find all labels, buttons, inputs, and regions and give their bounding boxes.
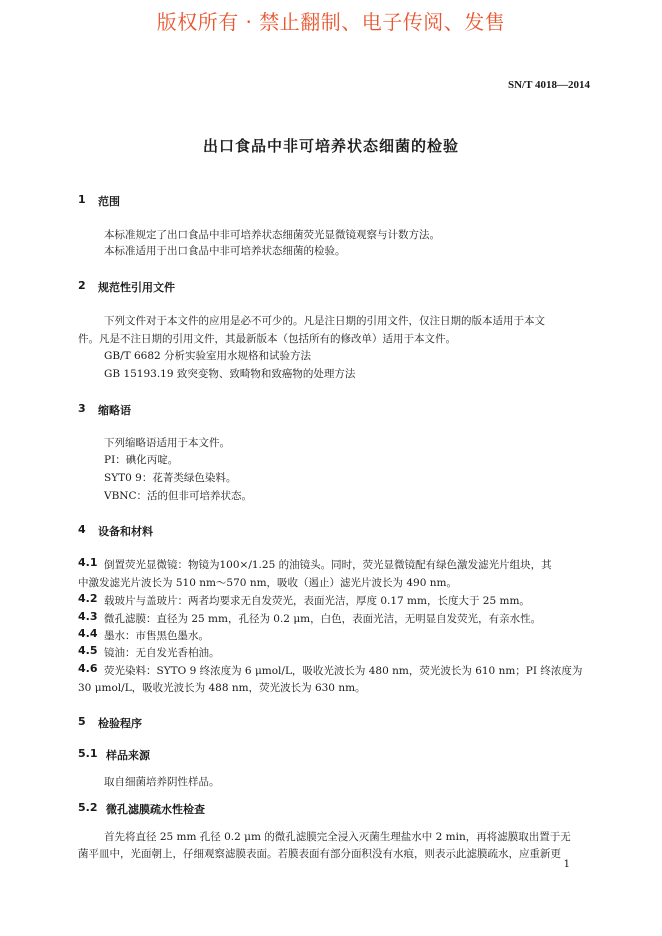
section-3-number: 3 (78, 402, 86, 415)
clause-text: 中激发滤光片波长为 510 nm～570 nm，吸收（遏止）滤光片波长为 490 nm。 (78, 577, 457, 589)
subsection-number: 5.1 (78, 747, 98, 760)
section-1-line: 本标准规定了出口食品中非可培养状态细菌荧光显微镜观察与计数方法。 (104, 229, 440, 241)
document-title: 出口食品中非可培养状态细菌的检验 (202, 137, 459, 155)
section-5-heading: 检验程序 (98, 717, 142, 730)
subsection-text: 取自细菌培养阴性样品。 (104, 776, 220, 788)
clause-number: 4.5 (78, 644, 98, 657)
section-4-number: 4 (78, 523, 86, 536)
clause-number: 4.1 (78, 556, 98, 569)
normative-reference: GB/T 6682 分析实验室用水规格和试验方法 (104, 350, 312, 362)
abbreviation-item: PI：碘化丙啶。 (104, 454, 179, 466)
clause-number: 4.2 (78, 592, 98, 605)
clause-number: 4.4 (78, 627, 98, 640)
section-1-heading: 范围 (98, 195, 120, 208)
subsection-heading: 微孔滤膜疏水性检查 (106, 803, 205, 816)
subsection-heading: 样品来源 (106, 749, 150, 762)
subsection-text: 首先将直径 25 mm 孔径 0.2 μm 的微孔滤膜完全浸入灭菌生理盐水中 2 min，再将滤膜取出置于无 (104, 831, 571, 843)
section-3-heading: 缩略语 (98, 404, 131, 417)
section-2-heading: 规范性引用文件 (98, 281, 175, 294)
clause-text: 墨水：市售黑色墨水。 (104, 630, 209, 642)
clause-text: 载玻片与盖玻片：两者均要求无自发荧光，表面光洁，厚度 0.17 mm，长度大于 25 mm。 (104, 595, 530, 607)
standard-code: SN/T 4018—2014 (507, 79, 590, 91)
clause-text: 30 μmol/L，吸收光波长为 488 nm，荧光波长为 630 nm。 (78, 682, 366, 694)
abbreviation-item: SYT0 9：花菁类绿色染料。 (104, 472, 237, 484)
subsection-text: 菌平皿中，光面朝上，仔细观察滤膜表面。若膜表面有部分面积没有水痕，则表示此滤膜疏水，应重新更 (78, 848, 561, 860)
section-4-heading: 设备和材料 (98, 525, 153, 538)
section-2-line: 下列文件对于本文件的应用是必不可少的。凡是注日期的引用文件，仅注日期的版本适用于本文 (104, 315, 545, 327)
copyright-banner: 版权所有 · 禁止翻制、电子传阅、发售 (156, 10, 506, 34)
section-2-line: 件。凡是不注日期的引用文件，其最新版本（包括所有的修改单）适用于本文件。 (78, 333, 456, 345)
clause-text: 倒置荧光显微镜：物镜为100×/1.25 的油镜头。同时，荧光显微镜配有绿色激发滤光片组块，其 (104, 559, 552, 571)
subsection-number: 5.2 (78, 801, 98, 814)
normative-reference: GB 15193.19 致突变物、致畸物和致癌物的处理方法 (104, 368, 356, 380)
section-3-line: 下列缩略语适用于本文件。 (104, 437, 230, 449)
section-2-number: 2 (78, 279, 86, 292)
clause-text: 荧光染料：SYTO 9 终浓度为 6 μmol/L，吸收光波长为 480 nm，荧光波长为 610 nm；PI 终浓度为 (104, 665, 583, 677)
clause-text: 镜油：无自发光香柏油。 (104, 647, 220, 659)
clause-number: 4.3 (78, 610, 98, 623)
section-5-number: 5 (78, 715, 86, 728)
clause-text: 微孔滤膜：直径为 25 mm，孔径为 0.2 μm，白色，表面光洁，无明显自发荧光，有亲水性。 (104, 613, 542, 625)
clause-number: 4.6 (78, 662, 98, 675)
section-1-line: 本标准适用于出口食品中非可培养状态细菌的检验。 (104, 245, 346, 257)
section-1-number: 1 (78, 193, 86, 206)
abbreviation-item: VBNC：活的但非可培养状态。 (104, 490, 253, 502)
page-number: 1 (563, 859, 570, 870)
